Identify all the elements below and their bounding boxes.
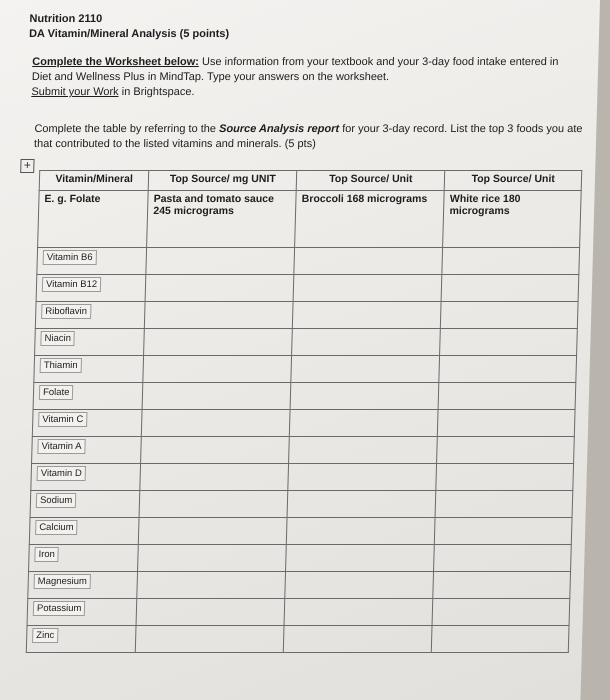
nutrient-label: Calcium	[35, 520, 78, 535]
source-input-cell-1[interactable]	[142, 410, 291, 437]
source-input-cell-2[interactable]	[284, 626, 433, 653]
nutrient-label: Niacin	[40, 331, 75, 346]
nutrient-cell	[29, 518, 139, 545]
source-input-cell-1[interactable]	[136, 626, 285, 653]
source-input-cell-1[interactable]	[144, 329, 293, 356]
source-input-cell-2[interactable]	[284, 599, 433, 626]
source-input-cell-3[interactable]	[441, 302, 578, 329]
source-input-cell-3[interactable]	[432, 626, 569, 653]
nutrient-cell	[29, 545, 139, 572]
source-input-cell-1[interactable]	[143, 356, 292, 383]
nutrient-cell	[32, 410, 142, 437]
header-top-source-1: Top Source/ mg UNIT	[148, 171, 297, 191]
source-input-cell-1[interactable]	[141, 437, 290, 464]
course-title: Nutrition 2110	[29, 13, 103, 25]
assignment-title: DA Vitamin/Mineral Analysis (5 points)	[28, 28, 230, 40]
source-input-cell-2[interactable]	[293, 302, 442, 329]
nutrient-label: Folate	[39, 385, 74, 400]
table-row	[29, 545, 572, 572]
source-input-cell-3[interactable]	[432, 599, 569, 626]
nutrient-label: Thiamin	[40, 358, 82, 373]
header-top-source-2: Top Source/ Unit	[297, 171, 446, 191]
nutrient-cell	[31, 464, 141, 491]
source-input-cell-3[interactable]	[438, 383, 575, 410]
source-input-cell-1[interactable]	[137, 572, 286, 599]
nutrient-label: Vitamin B6	[43, 250, 97, 265]
nutrient-label: Iron	[34, 547, 59, 562]
nutrient-cell	[26, 626, 136, 653]
nutrient-cell	[35, 302, 145, 329]
table-row	[29, 518, 572, 545]
source-input-cell-3[interactable]	[439, 356, 576, 383]
source-input-cell-3[interactable]	[438, 410, 575, 437]
example-source-2[interactable]: Broccoli 168 micrograms	[295, 191, 445, 248]
table-row	[28, 572, 571, 599]
table-row	[35, 329, 578, 356]
instructions-lead: Complete the Worksheet below:	[32, 56, 200, 68]
source-input-cell-3[interactable]	[442, 248, 579, 275]
source-input-cell-1[interactable]	[146, 248, 295, 275]
nutrient-label: Sodium	[36, 493, 77, 508]
table-row	[26, 626, 569, 653]
source-input-cell-1[interactable]	[145, 275, 294, 302]
source-input-cell-2[interactable]	[288, 464, 437, 491]
table-row	[35, 302, 578, 329]
source-input-cell-3[interactable]	[436, 464, 573, 491]
nutrient-cell	[33, 383, 143, 410]
submit-lead: Submit your Work	[31, 86, 119, 98]
nutrient-label: Zinc	[32, 628, 58, 643]
source-input-cell-2[interactable]	[286, 545, 435, 572]
source-input-cell-2[interactable]	[290, 383, 439, 410]
nutrient-cell	[30, 491, 140, 518]
table-row	[37, 248, 580, 275]
source-input-cell-2[interactable]	[293, 275, 442, 302]
table-row	[34, 356, 577, 383]
table-row	[36, 275, 579, 302]
source-input-cell-3[interactable]	[442, 275, 579, 302]
table-header-row	[39, 171, 582, 191]
source-input-cell-1[interactable]	[142, 383, 291, 410]
source-input-cell-1[interactable]	[140, 464, 289, 491]
source-input-cell-3[interactable]	[440, 329, 577, 356]
source-input-cell-2[interactable]	[291, 356, 440, 383]
instructions-body: Use information from your textbook and your 3-day food intake entered in Diet and Wellness Plus in MindTap. Type your answers on the worksheet.	[31, 56, 559, 83]
header-vitamin-mineral: Vitamin/Mineral	[39, 171, 149, 191]
source-input-cell-1[interactable]	[136, 599, 285, 626]
example-source-3[interactable]: White rice 180 micrograms	[443, 191, 581, 248]
nutrient-cell	[36, 275, 146, 302]
table-row	[33, 383, 576, 410]
prompt-after: for your 3-day record. List the top 3 foods you ate that contributed to the listed vitamins and minerals. (5 pts)	[33, 123, 583, 150]
source-input-cell-1[interactable]	[145, 302, 294, 329]
nutrient-label: Potassium	[33, 601, 86, 616]
nutrient-label: Vitamin D	[37, 466, 86, 481]
source-input-cell-3[interactable]	[434, 545, 571, 572]
table-row	[32, 410, 575, 437]
plus-move-icon[interactable]: +	[20, 159, 34, 173]
table-prompt	[34, 122, 585, 152]
table-row	[27, 599, 570, 626]
example-row	[38, 191, 582, 248]
nutrient-cell	[34, 356, 144, 383]
example-label: E. g. Folate	[38, 191, 149, 248]
header-top-source-3: Top Source/ Unit	[445, 171, 582, 191]
nutrient-label: Magnesium	[34, 574, 92, 589]
source-input-cell-2[interactable]	[294, 248, 443, 275]
nutrient-cell	[37, 248, 147, 275]
source-input-cell-2[interactable]	[285, 572, 434, 599]
submit-body: in Brightspace.	[118, 86, 195, 98]
nutrient-label: Vitamin A	[37, 439, 85, 454]
source-input-cell-2[interactable]	[290, 410, 439, 437]
nutrient-cell	[27, 599, 137, 626]
nutrient-label: Vitamin C	[38, 412, 87, 427]
source-input-cell-2[interactable]	[287, 518, 436, 545]
prompt-before: Complete the table by referring to the	[34, 123, 220, 135]
instructions-paragraph	[31, 55, 572, 100]
table-row	[30, 491, 573, 518]
source-input-cell-1[interactable]	[138, 545, 287, 572]
source-input-cell-3[interactable]	[435, 491, 572, 518]
table-row	[32, 437, 575, 464]
source-input-cell-3[interactable]	[435, 518, 572, 545]
nutrient-cell	[35, 329, 145, 356]
nutrient-cell	[28, 572, 138, 599]
source-input-cell-2[interactable]	[292, 329, 441, 356]
source-input-cell-3[interactable]	[433, 572, 570, 599]
document-header	[29, 12, 230, 42]
source-input-cell-1[interactable]	[139, 491, 288, 518]
source-input-cell-3[interactable]	[437, 437, 574, 464]
source-input-cell-2[interactable]	[287, 491, 436, 518]
nutrient-table	[26, 170, 582, 653]
prompt-emphasis: Source Analysis report	[218, 123, 340, 135]
source-input-cell-1[interactable]	[139, 518, 288, 545]
example-source-1[interactable]: Pasta and tomato sauce 245 micrograms	[147, 191, 297, 248]
nutrient-label: Vitamin B12	[42, 277, 101, 292]
nutrient-label: Riboflavin	[41, 304, 91, 319]
source-input-cell-2[interactable]	[289, 437, 438, 464]
nutrient-cell	[32, 437, 142, 464]
table-row	[31, 464, 574, 491]
